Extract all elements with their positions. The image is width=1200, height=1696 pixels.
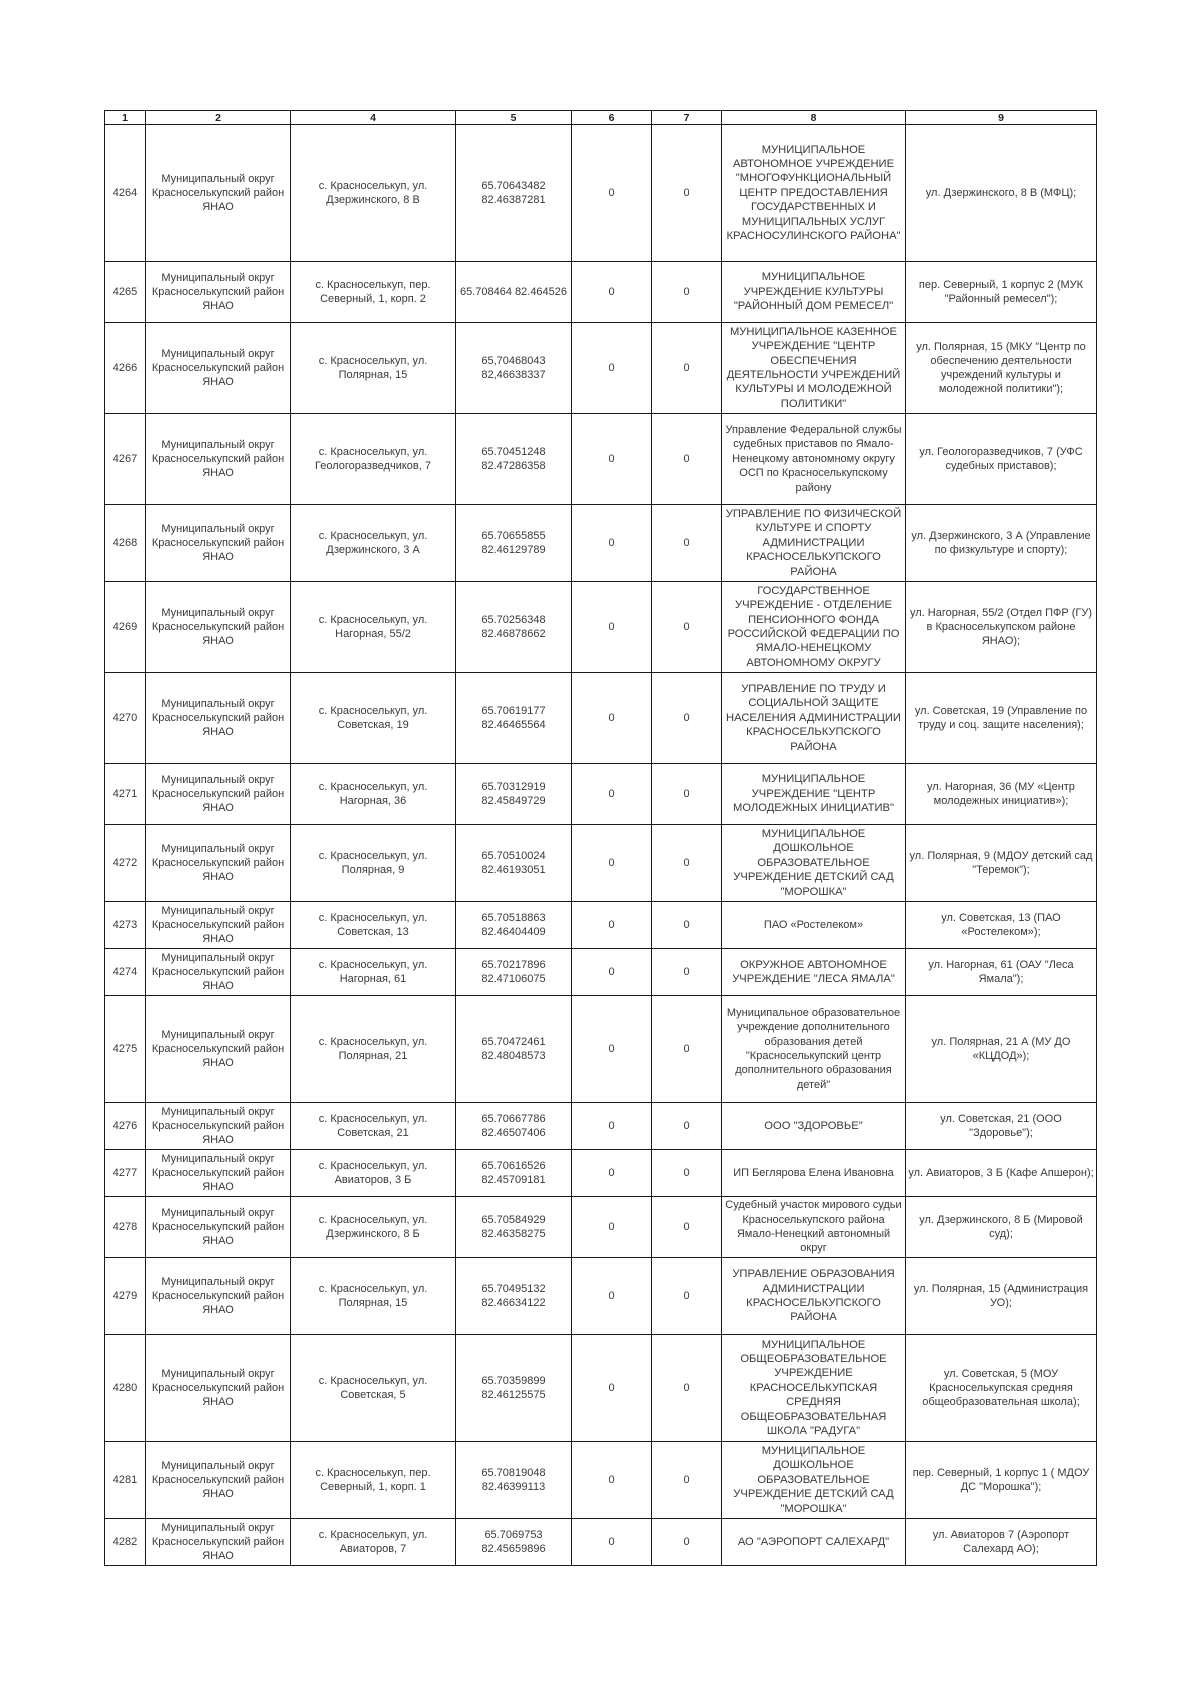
value-cell: 0 bbox=[652, 505, 722, 582]
table-row bbox=[105, 125, 1097, 262]
value-cell: 0 bbox=[652, 825, 722, 902]
column-header: 7 bbox=[652, 111, 722, 125]
address-cell: с. Красноселькуп, ул. Советская, 5 bbox=[291, 1335, 456, 1442]
district-cell: Муниципальный округ Красноселькупский район ЯНАО bbox=[146, 1335, 291, 1442]
organization-cell: Управление Федеральной службы судебных приставов по Ямало-Ненецкому автономному округу ОСП по Красноселькупскому району bbox=[722, 414, 906, 505]
note-cell: ул. Авиаторов 7 (Аэропорт Салехард АО); bbox=[906, 1519, 1097, 1566]
row-number: 4270 bbox=[105, 673, 146, 764]
organization-cell: ООО "ЗДОРОВЬЕ" bbox=[722, 1103, 906, 1150]
value-cell: 0 bbox=[572, 996, 652, 1103]
coords-cell: 65.70655855 82.46129789 bbox=[456, 505, 572, 582]
value-cell: 0 bbox=[652, 996, 722, 1103]
coords-cell: 65,70468043 82,46638337 bbox=[456, 323, 572, 414]
organization-cell: МУНИЦИПАЛЬНОЕ КАЗЕННОЕ УЧРЕЖДЕНИЕ "ЦЕНТР ОБЕСПЕЧЕНИЯ ДЕЯТЕЛЬНОСТИ УЧРЕЖДЕНИЙ КУЛЬТУРЫ И МОЛОДЕЖНОЙ ПОЛИТИКИ" bbox=[722, 323, 906, 414]
value-cell: 0 bbox=[652, 764, 722, 825]
table-row bbox=[105, 1197, 1097, 1258]
value-cell: 0 bbox=[652, 414, 722, 505]
value-cell: 0 bbox=[652, 1103, 722, 1150]
address-cell: с. Красноселькуп, ул. Авиаторов, 3 Б bbox=[291, 1150, 456, 1197]
row-number: 4265 bbox=[105, 262, 146, 323]
value-cell: 0 bbox=[652, 125, 722, 262]
address-cell: с. Красноселькуп, ул. Авиаторов, 7 bbox=[291, 1519, 456, 1566]
value-cell: 0 bbox=[572, 1519, 652, 1566]
row-number: 4271 bbox=[105, 764, 146, 825]
value-cell: 0 bbox=[572, 1103, 652, 1150]
district-cell: Муниципальный округ Красноселькупский район ЯНАО bbox=[146, 1103, 291, 1150]
coords-cell: 65.70359899 82.46125575 bbox=[456, 1335, 572, 1442]
note-cell: ул. Советская, 5 (МОУ Красноселькупская средняя общеобразовательная школа); bbox=[906, 1335, 1097, 1442]
organization-cell: УПРАВЛЕНИЕ ПО ТРУДУ И СОЦИАЛЬНОЙ ЗАЩИТЕ НАСЕЛЕНИЯ АДМИНИСТРАЦИИ КРАСНОСЕЛЬКУПСКОГО РАЙОНА bbox=[722, 673, 906, 764]
address-cell: с. Красноселькуп, ул. Полярная, 9 bbox=[291, 825, 456, 902]
district-cell: Муниципальный округ Красноселькупский район ЯНАО bbox=[146, 1442, 291, 1519]
row-number: 4267 bbox=[105, 414, 146, 505]
value-cell: 0 bbox=[652, 673, 722, 764]
coords-cell: 65.70616526 82.45709181 bbox=[456, 1150, 572, 1197]
table-row bbox=[105, 582, 1097, 673]
note-cell: ул. Нагорная, 61 (ОАУ "Леса Ямала"); bbox=[906, 949, 1097, 996]
value-cell: 0 bbox=[652, 1150, 722, 1197]
value-cell: 0 bbox=[652, 1519, 722, 1566]
address-cell: с. Красноселькуп, пер. Северный, 1, корп. 2 bbox=[291, 262, 456, 323]
document-page bbox=[104, 110, 1096, 1566]
address-cell: с. Красноселькуп, ул. Советская, 13 bbox=[291, 902, 456, 949]
address-cell: с. Красноселькуп, ул. Советская, 21 bbox=[291, 1103, 456, 1150]
value-cell: 0 bbox=[572, 764, 652, 825]
value-cell: 0 bbox=[572, 582, 652, 673]
value-cell: 0 bbox=[652, 1258, 722, 1335]
row-number: 4277 bbox=[105, 1150, 146, 1197]
organization-cell: УПРАВЛЕНИЕ ПО ФИЗИЧЕСКОЙ КУЛЬТУРЕ И СПОРТУ АДМИНИСТРАЦИИ КРАСНОСЕЛЬКУПСКОГО РАЙОНА bbox=[722, 505, 906, 582]
table-row bbox=[105, 902, 1097, 949]
note-cell: ул. Дзержинского, 8 В (МФЦ); bbox=[906, 125, 1097, 262]
row-number: 4264 bbox=[105, 125, 146, 262]
coords-cell: 65.70619177 82.46465564 bbox=[456, 673, 572, 764]
organization-cell: АО "АЭРОПОРТ САЛЕХАРД" bbox=[722, 1519, 906, 1566]
address-cell: с. Красноселькуп, ул. Дзержинского, 8 Б bbox=[291, 1197, 456, 1258]
address-cell: с. Красноселькуп, пер. Северный, 1, корп. 1 bbox=[291, 1442, 456, 1519]
coords-cell: 65.708464 82.464526 bbox=[456, 262, 572, 323]
column-header: 2 bbox=[146, 111, 291, 125]
address-cell: с. Красноселькуп, ул. Дзержинского, 3 А bbox=[291, 505, 456, 582]
coords-cell: 65.70451248 82.47286358 bbox=[456, 414, 572, 505]
district-cell: Муниципальный округ Красноселькупский район ЯНАО bbox=[146, 414, 291, 505]
table-row bbox=[105, 1442, 1097, 1519]
district-cell: Муниципальный округ Красноселькупский район ЯНАО bbox=[146, 125, 291, 262]
note-cell: ул. Полярная, 21 А (МУ ДО «КЦДОД»); bbox=[906, 996, 1097, 1103]
column-header: 5 bbox=[456, 111, 572, 125]
value-cell: 0 bbox=[572, 1150, 652, 1197]
value-cell: 0 bbox=[652, 949, 722, 996]
note-cell: ул. Дзержинского, 8 Б (Мировой суд); bbox=[906, 1197, 1097, 1258]
coords-cell: 65.70643482 82.46387281 bbox=[456, 125, 572, 262]
row-number: 4273 bbox=[105, 902, 146, 949]
address-cell: с. Красноселькуп, ул. Дзержинского, 8 В bbox=[291, 125, 456, 262]
value-cell: 0 bbox=[652, 1335, 722, 1442]
note-cell: ул. Полярная, 9 (МДОУ детский сад "Теремок"); bbox=[906, 825, 1097, 902]
address-cell: с. Красноселькуп, ул. Нагорная, 61 bbox=[291, 949, 456, 996]
coords-cell: 65.70667786 82.46507406 bbox=[456, 1103, 572, 1150]
row-number: 4272 bbox=[105, 825, 146, 902]
row-number: 4279 bbox=[105, 1258, 146, 1335]
table-row bbox=[105, 1335, 1097, 1442]
coords-cell: 65.70510024 82.46193051 bbox=[456, 825, 572, 902]
value-cell: 0 bbox=[652, 1197, 722, 1258]
note-cell: ул. Авиаторов, 3 Б (Кафе Апшерон); bbox=[906, 1150, 1097, 1197]
table-row bbox=[105, 262, 1097, 323]
value-cell: 0 bbox=[572, 1197, 652, 1258]
value-cell: 0 bbox=[572, 414, 652, 505]
address-cell: с. Красноселькуп, ул. Нагорная, 36 bbox=[291, 764, 456, 825]
note-cell: ул. Нагорная, 55/2 (Отдел ПФР (ГУ) в Красноселькупском районе ЯНАО); bbox=[906, 582, 1097, 673]
row-number: 4278 bbox=[105, 1197, 146, 1258]
row-number: 4275 bbox=[105, 996, 146, 1103]
organization-cell: ГОСУДАРСТВЕННОЕ УЧРЕЖДЕНИЕ - ОТДЕЛЕНИЕ ПЕНСИОННОГО ФОНДА РОССИЙСКОЙ ФЕДЕРАЦИИ ПО ЯМАЛО-НЕНЕЦКОМУ АВТОНОМНОМУ ОКРУГУ bbox=[722, 582, 906, 673]
note-cell: ул. Дзержинского, 3 А (Управление по физкультуре и спорту); bbox=[906, 505, 1097, 582]
coords-cell: 65.70819048 82.46399113 bbox=[456, 1442, 572, 1519]
column-header: 1 bbox=[105, 111, 146, 125]
row-number: 4274 bbox=[105, 949, 146, 996]
column-header: 8 bbox=[722, 111, 906, 125]
table-row bbox=[105, 1519, 1097, 1566]
address-cell: с. Красноселькуп, ул. Нагорная, 55/2 bbox=[291, 582, 456, 673]
coords-cell: 65.70217896 82.47106075 bbox=[456, 949, 572, 996]
district-cell: Муниципальный округ Красноселькупский район ЯНАО bbox=[146, 673, 291, 764]
coords-cell: 65.70256348 82.46878662 bbox=[456, 582, 572, 673]
district-cell: Муниципальный округ Красноселькупский район ЯНАО bbox=[146, 1258, 291, 1335]
organization-cell: Судебный участок мирового судьи Красноселькупского района Ямало-Ненецкий автономный округ bbox=[722, 1197, 906, 1258]
address-cell: с. Красноселькуп, ул. Полярная, 15 bbox=[291, 1258, 456, 1335]
address-cell: с. Красноселькуп, ул. Полярная, 21 bbox=[291, 996, 456, 1103]
table-row bbox=[105, 673, 1097, 764]
organization-cell: МУНИЦИПАЛЬНОЕ ДОШКОЛЬНОЕ ОБРАЗОВАТЕЛЬНОЕ УЧРЕЖДЕНИЕ ДЕТСКИЙ САД "МОРОШКА" bbox=[722, 825, 906, 902]
district-cell: Муниципальный округ Красноселькупский район ЯНАО bbox=[146, 764, 291, 825]
organization-cell: МУНИЦИПАЛЬНОЕ АВТОНОМНОЕ УЧРЕЖДЕНИЕ "МНОГОФУНКЦИОНАЛЬНЫЙ ЦЕНТР ПРЕДОСТАВЛЕНИЯ ГОСУДАРСТВЕННЫХ И МУНИЦИПАЛЬНЫХ УСЛУГ КРАСНОСУЛИНСКОГО РАЙОНА" bbox=[722, 125, 906, 262]
organization-cell: МУНИЦИПАЛЬНОЕ ДОШКОЛЬНОЕ ОБРАЗОВАТЕЛЬНОЕ УЧРЕЖДЕНИЕ ДЕТСКИЙ САД "МОРОШКА" bbox=[722, 1442, 906, 1519]
coords-cell: 65.70312919 82.45849729 bbox=[456, 764, 572, 825]
note-cell: пер. Северный, 1 корпус 2 (МУК "Районный ремесел"); bbox=[906, 262, 1097, 323]
column-header: 9 bbox=[906, 111, 1097, 125]
data-table bbox=[104, 110, 1097, 1566]
row-number: 4266 bbox=[105, 323, 146, 414]
coords-cell: 65.70518863 82.46404409 bbox=[456, 902, 572, 949]
table-row bbox=[105, 764, 1097, 825]
value-cell: 0 bbox=[572, 1335, 652, 1442]
organization-cell: МУНИЦИПАЛЬНОЕ УЧРЕЖДЕНИЕ КУЛЬТУРЫ "РАЙОННЫЙ ДОМ РЕМЕСЕЛ" bbox=[722, 262, 906, 323]
value-cell: 0 bbox=[572, 125, 652, 262]
table-row bbox=[105, 1103, 1097, 1150]
value-cell: 0 bbox=[572, 673, 652, 764]
address-cell: с. Красноселькуп, ул. Полярная, 15 bbox=[291, 323, 456, 414]
row-number: 4269 bbox=[105, 582, 146, 673]
table-row bbox=[105, 505, 1097, 582]
table-body bbox=[105, 125, 1097, 1566]
district-cell: Муниципальный округ Красноселькупский район ЯНАО bbox=[146, 825, 291, 902]
table-row bbox=[105, 996, 1097, 1103]
value-cell: 0 bbox=[572, 902, 652, 949]
note-cell: ул. Советская, 13 (ПАО «Ростелеком»); bbox=[906, 902, 1097, 949]
coords-cell: 65.70584929 82.46358275 bbox=[456, 1197, 572, 1258]
district-cell: Муниципальный округ Красноселькупский район ЯНАО bbox=[146, 505, 291, 582]
organization-cell: ОКРУЖНОЕ АВТОНОМНОЕ УЧРЕЖДЕНИЕ "ЛЕСА ЯМАЛА" bbox=[722, 949, 906, 996]
row-number: 4280 bbox=[105, 1335, 146, 1442]
value-cell: 0 bbox=[652, 902, 722, 949]
district-cell: Муниципальный округ Красноселькупский район ЯНАО bbox=[146, 582, 291, 673]
note-cell: ул. Советская, 19 (Управление по труду и соц. защите населения); bbox=[906, 673, 1097, 764]
value-cell: 0 bbox=[572, 323, 652, 414]
note-cell: ул. Полярная, 15 (МКУ "Центр по обеспечению деятельности учреждений культуры и молодежной политики"); bbox=[906, 323, 1097, 414]
value-cell: 0 bbox=[572, 505, 652, 582]
address-cell: с. Красноселькуп, ул. Советская, 19 bbox=[291, 673, 456, 764]
row-number: 4276 bbox=[105, 1103, 146, 1150]
row-number: 4268 bbox=[105, 505, 146, 582]
organization-cell: МУНИЦИПАЛЬНОЕ УЧРЕЖДЕНИЕ "ЦЕНТР МОЛОДЕЖНЫХ ИНИЦИАТИВ" bbox=[722, 764, 906, 825]
table-row bbox=[105, 825, 1097, 902]
organization-cell: ИП Беглярова Елена Ивановна bbox=[722, 1150, 906, 1197]
value-cell: 0 bbox=[572, 262, 652, 323]
coords-cell: 65.70495132 82.46634122 bbox=[456, 1258, 572, 1335]
organization-cell: ПАО «Ростелеком» bbox=[722, 902, 906, 949]
value-cell: 0 bbox=[652, 582, 722, 673]
note-cell: ул. Полярная, 15 (Администрация УО); bbox=[906, 1258, 1097, 1335]
note-cell: ул. Нагорная, 36 (МУ «Центр молодежных инициатив»); bbox=[906, 764, 1097, 825]
district-cell: Муниципальный округ Красноселькупский район ЯНАО bbox=[146, 902, 291, 949]
district-cell: Муниципальный округ Красноселькупский район ЯНАО bbox=[146, 996, 291, 1103]
table-row bbox=[105, 949, 1097, 996]
note-cell: пер. Северный, 1 корпус 1 ( МДОУ ДС "Морошка"); bbox=[906, 1442, 1097, 1519]
table-row bbox=[105, 1258, 1097, 1335]
table-row bbox=[105, 1150, 1097, 1197]
value-cell: 0 bbox=[572, 1442, 652, 1519]
district-cell: Муниципальный округ Красноселькупский район ЯНАО bbox=[146, 1519, 291, 1566]
district-cell: Муниципальный округ Красноселькупский район ЯНАО bbox=[146, 949, 291, 996]
note-cell: ул. Геологоразведчиков, 7 (УФС судебных приставов); bbox=[906, 414, 1097, 505]
value-cell: 0 bbox=[572, 1258, 652, 1335]
organization-cell: Муниципальное образовательное учреждение дополнительного образования детей "Красноселькупский центр дополнительного образования детей" bbox=[722, 996, 906, 1103]
value-cell: 0 bbox=[572, 949, 652, 996]
header-row bbox=[105, 111, 1097, 125]
district-cell: Муниципальный округ Красноселькупский район ЯНАО bbox=[146, 262, 291, 323]
table-row bbox=[105, 414, 1097, 505]
row-number: 4281 bbox=[105, 1442, 146, 1519]
coords-cell: 65.70472461 82.48048573 bbox=[456, 996, 572, 1103]
district-cell: Муниципальный округ Красноселькупский район ЯНАО bbox=[146, 323, 291, 414]
organization-cell: МУНИЦИПАЛЬНОЕ ОБЩЕОБРАЗОВАТЕЛЬНОЕ УЧРЕЖДЕНИЕ КРАСНОСЕЛЬКУПСКАЯ СРЕДНЯЯ ОБЩЕОБРАЗОВАТЕЛЬНАЯ ШКОЛА "РАДУГА" bbox=[722, 1335, 906, 1442]
organization-cell: УПРАВЛЕНИЕ ОБРАЗОВАНИЯ АДМИНИСТРАЦИИ КРАСНОСЕЛЬКУПСКОГО РАЙОНА bbox=[722, 1258, 906, 1335]
table-row bbox=[105, 323, 1097, 414]
value-cell: 0 bbox=[572, 825, 652, 902]
address-cell: с. Красноселькуп, ул. Геологоразведчиков, 7 bbox=[291, 414, 456, 505]
coords-cell: 65.7069753 82.45659896 bbox=[456, 1519, 572, 1566]
column-header: 4 bbox=[291, 111, 456, 125]
row-number: 4282 bbox=[105, 1519, 146, 1566]
value-cell: 0 bbox=[652, 1442, 722, 1519]
value-cell: 0 bbox=[652, 262, 722, 323]
district-cell: Муниципальный округ Красноселькупский район ЯНАО bbox=[146, 1197, 291, 1258]
district-cell: Муниципальный округ Красноселькупский район ЯНАО bbox=[146, 1150, 291, 1197]
value-cell: 0 bbox=[652, 323, 722, 414]
column-header: 6 bbox=[572, 111, 652, 125]
note-cell: ул. Советская, 21 (ООО "Здоровье"); bbox=[906, 1103, 1097, 1150]
